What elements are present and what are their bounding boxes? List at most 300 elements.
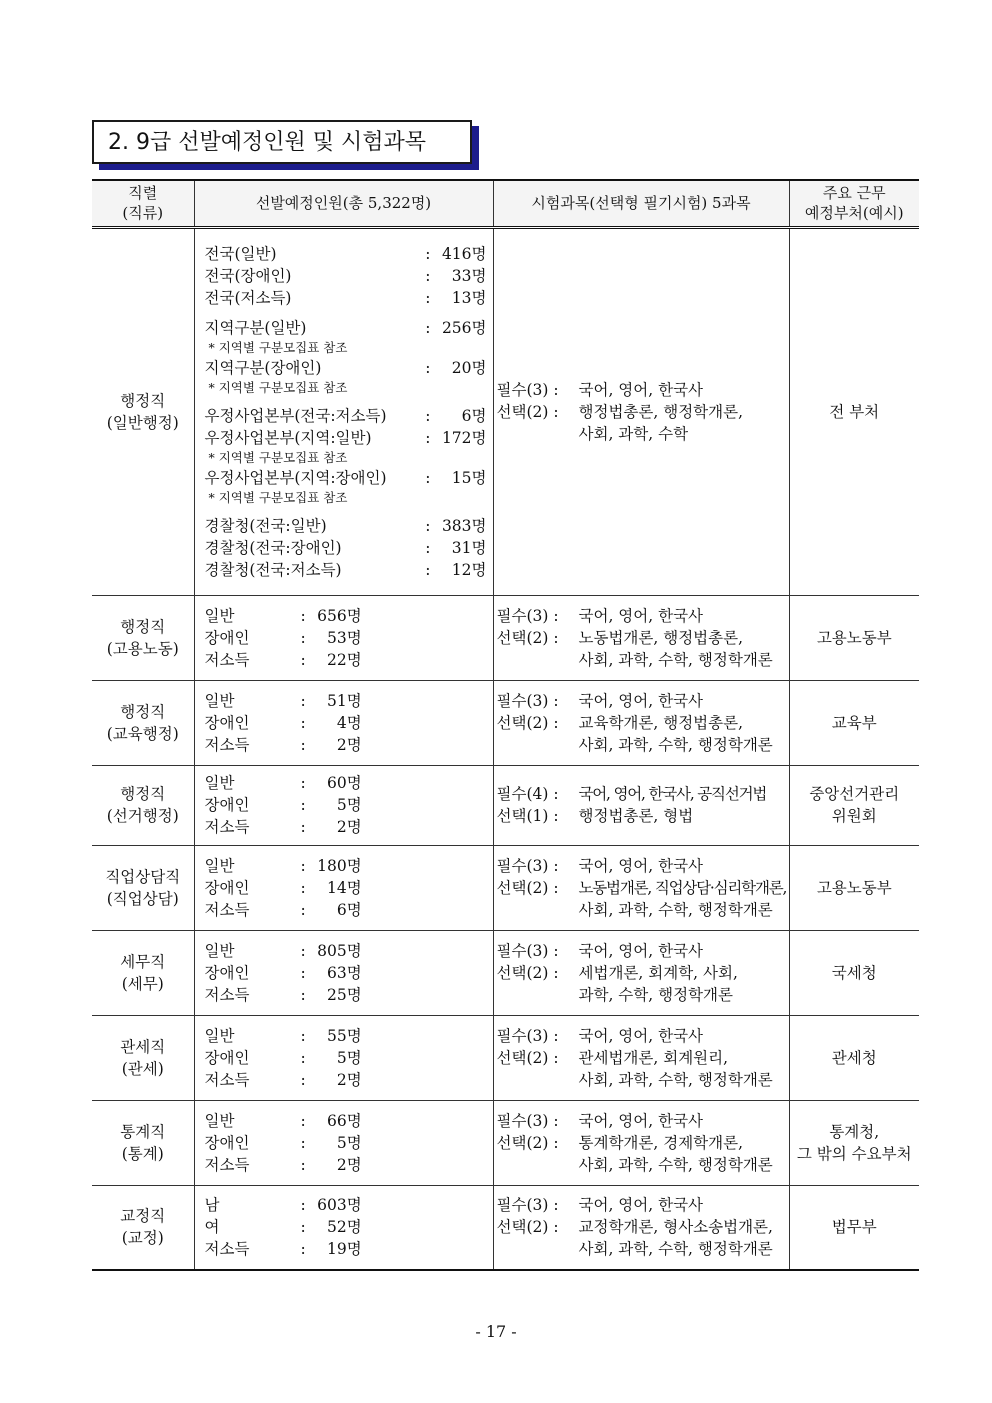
job-name-line: 직업상담직 — [105, 867, 181, 886]
quota-count: 2명 — [336, 818, 362, 836]
subjects-cell — [493, 227, 789, 595]
job-name-line: (교육행정) — [106, 724, 179, 743]
quota-label: 일반 — [204, 941, 235, 960]
subject-line — [497, 1154, 789, 1176]
subjects-cell — [493, 930, 789, 1015]
quota-count: 6명 — [461, 406, 487, 425]
quota-label: 일반 — [204, 1111, 235, 1130]
subject-list: 사회, 과학, 수학, 행정학개론 — [578, 1155, 773, 1174]
quota-line — [205, 427, 487, 449]
table-row — [92, 1185, 919, 1270]
subject-list: 국어, 영어, 한국사 — [578, 380, 704, 399]
quota-line — [205, 1154, 493, 1176]
quota-count: 60명 — [327, 774, 362, 792]
table-row — [92, 1100, 919, 1185]
quota-line — [205, 794, 493, 816]
dept-cell — [789, 930, 919, 1015]
quota-label: 저소득 — [204, 818, 250, 836]
subject-line — [497, 1025, 789, 1047]
subject-line — [497, 734, 789, 756]
quota-colon: : — [300, 818, 306, 836]
quota-label: 장애인 — [204, 1133, 250, 1152]
quota-count: 15명 — [451, 468, 487, 487]
job-name-line: 세무직 — [120, 952, 166, 971]
dept-name-line: 그 밖의 수요부처 — [796, 1144, 912, 1163]
subject-line — [497, 401, 789, 423]
job-cell — [92, 680, 194, 765]
job-cell — [92, 1100, 194, 1185]
subject-type-label: 선택(2) : — [496, 713, 559, 732]
subjects-cell — [493, 595, 789, 680]
selection-cell — [194, 227, 493, 595]
job-cell — [92, 1015, 194, 1100]
quota-colon: : — [300, 691, 306, 710]
subject-list: 통계학개론, 경제학개론, — [578, 1133, 744, 1152]
quota-line — [205, 855, 493, 877]
quota-label: 저소득 — [204, 900, 250, 919]
job-cell — [92, 845, 194, 930]
dept-cell — [789, 1100, 919, 1185]
quota-label: 전국(장애인) — [204, 266, 292, 285]
subject-type-label: 선택(1) : — [496, 807, 559, 825]
quota-line — [205, 1069, 493, 1091]
quota-colon: : — [300, 900, 306, 919]
quota-count: 416명 — [441, 244, 487, 263]
quota-line — [205, 1025, 493, 1047]
quota-line — [205, 627, 493, 649]
quota-count: 66명 — [327, 1111, 362, 1130]
quota-colon: : — [300, 878, 306, 897]
group-spacer — [205, 507, 493, 515]
subject-line — [497, 1216, 789, 1238]
header-dept-line2: 예정부처(예시) — [804, 204, 904, 223]
quota-colon: : — [425, 266, 431, 285]
quota-colon: : — [300, 774, 306, 792]
quota-line — [205, 1238, 493, 1260]
dept-name-line: 관세청 — [831, 1048, 877, 1067]
subject-list: 사회, 과학, 수학, 행정학개론 — [578, 735, 773, 754]
quota-line — [205, 1110, 493, 1132]
quota-line — [205, 1132, 493, 1154]
job-name-line: 관세직 — [120, 1037, 166, 1056]
subject-line — [497, 605, 789, 627]
dept-cell — [789, 680, 919, 765]
dept-cell — [789, 595, 919, 680]
subject-list: 과학, 수학, 행정학개론 — [578, 985, 733, 1004]
dept-cell — [789, 1015, 919, 1100]
quota-count: 25명 — [327, 985, 362, 1004]
quota-line — [205, 559, 487, 581]
quota-line — [205, 877, 493, 899]
subject-list: 국어, 영어, 한국사 — [578, 1111, 704, 1130]
quota-count: 180명 — [317, 856, 362, 875]
subject-list: 사회, 과학, 수학, 행정학개론 — [578, 650, 773, 669]
table-row — [92, 680, 919, 765]
job-name-line: 행정직 — [120, 785, 166, 803]
quota-label: 남 — [204, 1196, 220, 1215]
subject-list: 사회, 과학, 수학, 행정학개론 — [578, 1070, 773, 1089]
quota-colon: : — [425, 428, 431, 447]
quota-label: 우정사업본부(지역:장애인) — [204, 468, 387, 487]
quota-count: 383명 — [441, 516, 487, 535]
quota-colon: : — [300, 735, 306, 754]
quota-colon: : — [425, 468, 431, 487]
subject-type-label: 필수(3) : — [496, 380, 559, 399]
subject-type-label: 필수(4) : — [496, 785, 559, 803]
quota-label: 우정사업본부(전국:저소득) — [204, 406, 387, 425]
quota-label: 저소득 — [204, 735, 250, 754]
subject-line — [497, 1110, 789, 1132]
group-spacer — [205, 397, 493, 405]
quota-colon: : — [300, 628, 306, 647]
table-row — [92, 1015, 919, 1100]
quota-count: 5명 — [336, 1133, 362, 1152]
quota-line — [205, 605, 493, 627]
job-name-line: 행정직 — [120, 702, 166, 721]
subject-type-label — [497, 1069, 579, 1091]
recruitment-table — [92, 179, 919, 1271]
quota-colon: : — [300, 1218, 306, 1237]
quota-count: 13명 — [451, 288, 487, 307]
quota-colon: : — [300, 1026, 306, 1045]
table-row — [92, 595, 919, 680]
quota-colon: : — [300, 606, 306, 625]
job-name-line: (선거행정) — [106, 807, 179, 825]
subject-type-label: 선택(2) : — [496, 1048, 559, 1067]
quota-colon: : — [425, 516, 431, 535]
header-subjects: 시험과목(선택형 필기시험) 5과목 — [493, 180, 789, 227]
subject-list: 노동법개론, 직업상담·심리학개론, — [578, 878, 787, 897]
header-job-line1: 직렬 — [128, 184, 158, 203]
quota-colon: : — [300, 1070, 306, 1089]
subject-line — [497, 940, 789, 962]
quota-label: 우정사업본부(지역:일반) — [204, 428, 372, 447]
dept-name-line: 교육부 — [831, 713, 877, 732]
subjects-cell — [493, 680, 789, 765]
quota-colon: : — [425, 318, 431, 337]
quota-count: 52명 — [327, 1218, 362, 1237]
quota-label: 저소득 — [204, 1240, 250, 1259]
quota-label: 저소득 — [204, 1155, 250, 1174]
subject-line — [497, 1238, 789, 1260]
subject-list: 관세법개론, 회계원리, — [578, 1048, 729, 1067]
subject-line — [497, 649, 789, 671]
quota-line — [205, 690, 493, 712]
quota-colon: : — [300, 1133, 306, 1152]
quota-line — [205, 984, 493, 1006]
quota-colon: : — [300, 985, 306, 1004]
job-name-line: (세무) — [121, 974, 164, 993]
subject-list: 교정학개론, 형사소송법개론, — [578, 1218, 773, 1237]
quota-colon: : — [425, 538, 431, 557]
header-job — [92, 180, 194, 227]
subject-type-label: 필수(3) : — [496, 941, 559, 960]
job-name-line: 교정직 — [120, 1207, 166, 1226]
quota-count: 14명 — [327, 878, 362, 897]
quota-colon: : — [425, 288, 431, 307]
quota-label: 지역구분(장애인) — [204, 358, 322, 377]
job-name-line: 행정직 — [120, 391, 166, 410]
job-name-line: (통계) — [121, 1144, 164, 1163]
quota-label: 저소득 — [204, 985, 250, 1004]
quota-count: 5명 — [336, 1048, 362, 1067]
job-name-line: 행정직 — [120, 617, 166, 636]
subject-type-label — [497, 984, 579, 1006]
subject-line — [497, 690, 789, 712]
subject-list: 행정법총론, 형법 — [578, 807, 694, 825]
subject-line — [497, 805, 789, 827]
quota-label: 경찰청(전국:일반) — [204, 516, 327, 535]
quota-count: 805명 — [317, 941, 362, 960]
subject-type-label — [497, 734, 579, 756]
group-spacer — [205, 309, 493, 317]
quota-count: 2명 — [336, 735, 362, 754]
selection-cell — [194, 1185, 493, 1270]
subjects-cell — [493, 845, 789, 930]
quota-count: 172명 — [441, 428, 487, 447]
subject-type-label: 선택(2) : — [496, 1218, 559, 1237]
subject-type-label: 필수(3) : — [496, 1026, 559, 1045]
section-title: 2. 9급 선발예정인원 및 시험과목 — [92, 120, 472, 164]
quota-colon: : — [300, 856, 306, 875]
quota-label: 전국(저소득) — [204, 288, 292, 307]
subject-type-label: 필수(3) : — [496, 1111, 559, 1130]
subject-type-label — [497, 899, 579, 921]
quota-label: 장애인 — [204, 963, 250, 982]
job-name-line: (교정) — [121, 1229, 164, 1248]
quota-line — [205, 357, 487, 379]
quota-colon: : — [300, 963, 306, 982]
quota-label: 일반 — [204, 606, 235, 625]
subject-list: 사회, 과학, 수학, 행정학개론 — [578, 900, 773, 919]
subject-type-label: 필수(3) : — [496, 691, 559, 710]
quota-count: 20명 — [451, 358, 487, 377]
subject-line — [497, 1069, 789, 1091]
subjects-cell — [493, 1015, 789, 1100]
quota-line — [205, 734, 493, 756]
dept-name-line: 전 부처 — [829, 402, 880, 421]
quota-count: 603명 — [317, 1196, 362, 1215]
subject-line — [497, 1194, 789, 1216]
quota-line — [205, 940, 493, 962]
table-row — [92, 227, 919, 595]
job-name-line: (관세) — [121, 1059, 164, 1078]
dept-name-line: 국세청 — [831, 963, 877, 982]
dept-name-line: 고용노동부 — [816, 628, 892, 647]
page-number: - 17 - — [475, 1322, 517, 1341]
dept-name-line: 고용노동부 — [816, 878, 892, 897]
subject-line — [497, 855, 789, 877]
quota-line — [205, 1194, 493, 1216]
header-job-line2: (직류) — [122, 204, 164, 223]
quota-colon: : — [300, 1155, 306, 1174]
subject-list: 행정법총론, 행정학개론, — [578, 402, 744, 421]
quota-label: 일반 — [204, 1026, 235, 1045]
quota-colon: : — [300, 1196, 306, 1215]
dept-cell — [789, 765, 919, 845]
quota-count: 256명 — [441, 318, 487, 337]
header-dept-line1: 주요 근무 — [822, 184, 886, 203]
quota-line — [205, 1216, 493, 1238]
quota-line — [205, 405, 487, 427]
quota-label: 장애인 — [204, 878, 250, 897]
subject-list: 세법개론, 회계학, 사회, — [578, 963, 738, 982]
quota-count: 6명 — [336, 900, 362, 919]
dept-cell — [789, 1185, 919, 1270]
dept-name-line: 법무부 — [831, 1218, 877, 1237]
subject-type-label: 선택(2) : — [496, 402, 559, 421]
quota-colon: : — [300, 650, 306, 669]
dept-name-line: 통계청, — [829, 1122, 880, 1141]
dept-cell — [789, 845, 919, 930]
job-name-line: (일반행정) — [106, 413, 179, 432]
subject-type-label: 필수(3) : — [496, 606, 559, 625]
subject-list: 국어, 영어, 한국사 — [578, 691, 704, 710]
subject-list: 국어, 영어, 한국사 — [578, 606, 704, 625]
header-dept — [789, 180, 919, 227]
table-body — [92, 227, 919, 1270]
quota-count: 4명 — [336, 713, 362, 732]
subject-list: 국어, 영어, 한국사 — [578, 1196, 704, 1215]
subject-type-label: 선택(2) : — [496, 1133, 559, 1152]
subject-line — [497, 379, 789, 401]
subject-list: 국어, 영어, 한국사, 공직선거법 — [578, 785, 767, 803]
subject-type-label — [497, 1238, 579, 1260]
table-row — [92, 845, 919, 930]
subject-line — [497, 984, 789, 1006]
quota-label: 일반 — [204, 774, 235, 792]
subjects-cell — [493, 1185, 789, 1270]
subject-line — [497, 877, 789, 899]
job-name-line: (고용노동) — [106, 639, 179, 658]
subject-type-label: 선택(2) : — [496, 628, 559, 647]
job-cell — [92, 765, 194, 845]
quota-colon: : — [425, 244, 431, 263]
quota-line — [205, 243, 487, 265]
job-name-line: (직업상담) — [106, 889, 179, 908]
quota-label: 장애인 — [204, 1048, 250, 1067]
quota-colon: : — [300, 1111, 306, 1130]
quota-note: * 지역별 구분모집표 참조 — [208, 449, 348, 465]
quota-count: 2명 — [336, 1070, 362, 1089]
quota-label: 일반 — [204, 856, 235, 875]
subject-line — [497, 962, 789, 984]
quota-line — [205, 1047, 493, 1069]
selection-cell — [194, 1015, 493, 1100]
subject-line — [497, 783, 789, 805]
quota-colon: : — [425, 406, 431, 425]
subject-type-label: 선택(2) : — [496, 963, 559, 982]
subject-list: 국어, 영어, 한국사 — [578, 856, 704, 875]
quota-count: 19명 — [327, 1240, 362, 1259]
quota-count: 31명 — [451, 538, 487, 557]
quota-colon: : — [425, 358, 431, 377]
quota-colon: : — [425, 560, 431, 579]
quota-line — [205, 649, 493, 671]
quota-count: 5명 — [336, 796, 362, 814]
subject-type-label: 필수(3) : — [496, 856, 559, 875]
quota-line — [205, 287, 487, 309]
quota-label: 전국(일반) — [204, 244, 277, 263]
quota-label: 장애인 — [204, 796, 250, 814]
subject-list: 사회, 과학, 수학, 행정학개론 — [578, 1240, 773, 1259]
quota-colon: : — [300, 941, 306, 960]
subject-type-label — [497, 423, 579, 445]
quota-colon: : — [300, 796, 306, 814]
quota-note: * 지역별 구분모집표 참조 — [208, 489, 348, 505]
subject-type-label: 필수(3) : — [496, 1196, 559, 1215]
quota-label: 장애인 — [204, 628, 250, 647]
quota-note: * 지역별 구분모집표 참조 — [208, 339, 348, 355]
quota-label: 여 — [204, 1218, 220, 1237]
job-cell — [92, 930, 194, 1015]
selection-cell — [194, 845, 493, 930]
subject-list: 사회, 과학, 수학 — [578, 424, 689, 443]
quota-count: 53명 — [327, 628, 362, 647]
subject-line — [497, 1132, 789, 1154]
quota-line — [205, 317, 487, 339]
header-selection: 선발예정인원(총 5,322명) — [194, 180, 493, 227]
quota-count: 12명 — [451, 560, 487, 579]
subject-list: 노동법개론, 행정법총론, — [578, 628, 744, 647]
dept-name-line: 중앙선거관리 — [809, 785, 900, 803]
table-row — [92, 765, 919, 845]
job-cell — [92, 595, 194, 680]
quota-count: 51명 — [327, 691, 362, 710]
subject-list: 국어, 영어, 한국사 — [578, 941, 704, 960]
subject-line — [497, 712, 789, 734]
subjects-cell — [493, 765, 789, 845]
quota-colon: : — [300, 713, 306, 732]
quota-count: 63명 — [327, 963, 362, 982]
subject-line — [497, 899, 789, 921]
subject-type-label — [497, 1154, 579, 1176]
job-name-line: 통계직 — [120, 1122, 166, 1141]
quota-count: 656명 — [317, 606, 362, 625]
quota-label: 일반 — [204, 691, 235, 710]
quota-line — [205, 712, 493, 734]
quota-colon: : — [300, 1048, 306, 1067]
quota-count: 22명 — [327, 650, 362, 669]
quota-label: 경찰청(전국:저소득) — [204, 560, 342, 579]
quota-line — [205, 772, 493, 794]
quota-line — [205, 816, 493, 838]
quota-line — [205, 265, 487, 287]
quota-count: 2명 — [336, 1155, 362, 1174]
subject-line — [497, 1047, 789, 1069]
selection-cell — [194, 595, 493, 680]
quota-colon: : — [300, 1240, 306, 1259]
quota-line — [205, 467, 487, 489]
quota-line — [205, 537, 487, 559]
subject-line — [497, 423, 789, 445]
job-cell — [92, 227, 194, 595]
subject-type-label: 선택(2) : — [496, 878, 559, 897]
quota-label: 저소득 — [204, 1070, 250, 1089]
dept-cell — [789, 227, 919, 595]
header-row — [92, 180, 919, 227]
quota-label: 지역구분(일반) — [204, 318, 307, 337]
quota-line — [205, 899, 493, 921]
quota-count: 33명 — [451, 266, 487, 285]
selection-cell — [194, 930, 493, 1015]
selection-cell — [194, 765, 493, 845]
subject-line — [497, 627, 789, 649]
quota-line — [205, 515, 487, 537]
quota-label: 장애인 — [204, 713, 250, 732]
subjects-cell — [493, 1100, 789, 1185]
quota-label: 경찰청(전국:장애인) — [204, 538, 342, 557]
